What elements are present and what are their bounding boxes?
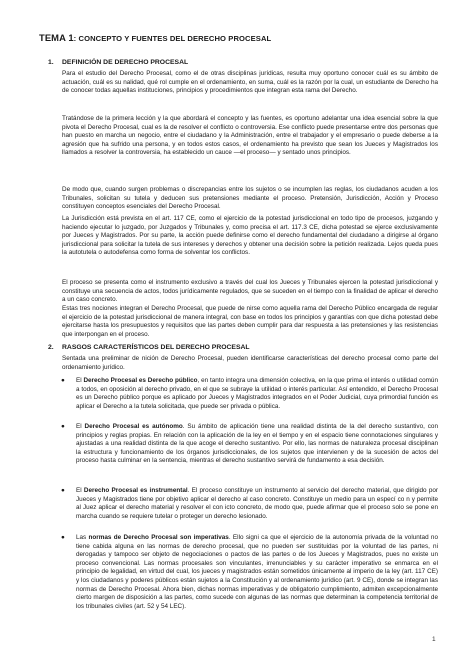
- paragraph: Estas tres nociones integran el Derecho Procesal, que puede de nirse como aquella rama del Derecho Público encargada de regular el ejercicio de la potestad jurisdiccional de manera integral, con base en todos los principios y garantías con que dicha potestad debe ejercitarse hasta los presupuestos y requisitos que las partes deben cumplir para dar respuesta a las pretensiones y las resistencias que interpongan en el proceso.: [62, 305, 438, 338]
- paragraph: Tratándose de la primera lección y la que abordará el concepto y las fuentes, es oportuno adelantar una idea esencial sobre la que pivota el Derecho Procesal, cual es la de resolver el conflicto o controversia. Ese conflicto puede presentarse entre dos personas que han puesto en marcha un negocio, entre el ciudadano y la Administración, entre el trabajador y el empresario o puede deberse a la agresión que ha sufrido una persona, y en todos estos casos, el ordenamiento ha previsto que sean los Jueces y Magistrados los llamados a resolver la controversia, ha establecido un cauce —el proceso— y sentado unos principios.: [62, 115, 438, 157]
- section-2-number: 2.: [48, 344, 54, 351]
- title-lead: TEMA 1: [39, 32, 74, 43]
- paragraph: El proceso se presenta como el instrumento exclusivo a través del cual los Jueces y Tribunales ejercen la potestad jurisdiccional y constituye una secuencia de actos, todos jurídicamente regulados, que se suceden en el tiempo con la finalidad de aplicar el derecho a un caso concreto.: [62, 279, 438, 304]
- title-rest: : CONCEPTO Y FUENTES DEL DERECHO PROCESAL: [73, 34, 272, 43]
- list-item: ● El Derecho Procesal es autónomo. Su ámbito de aplicación tiene una realidad distinta de la del derecho sustantivo, con principios y reglas propias. En relación con la aplicación de la ley en el tiempo y en el espacio tiene connotaciones singulares y ajustadas a una realidad distinta de la que acoge el derecho sustantivo. Por ello, las normas de naturaleza procesal disciplinan la estructura y funcionamiento de los órganos jurisdiccionales, de los sujetos que intervienen y de la sucesión de actos del proceso hasta culminar en la sentencia, mientras el derecho sustantivo servirá de fundamento a esa decisión.: [61, 423, 438, 465]
- bullet-icon: ●: [61, 487, 65, 494]
- page-number: 1: [432, 636, 436, 643]
- paragraph: Para el estudio del Derecho Procesal, como el de otras disciplinas jurídicas, resulta muy oportuno conocer cuál es su ámbito de actuación, cuál es su nalidad, qué rol cumple en el ordenamiento, en suma, cuál es la razón por la cual, un estudiante de Derecho ha de conocer todas aquellas instituciones, principios y procedimientos que integran esta rama del Derecho.: [62, 70, 438, 95]
- section-1-number: 1.: [48, 59, 54, 66]
- list-item: ● El Derecho Procesal es instrumental. El proceso constituye un instrumento al servicio del derecho material, que dirigido por Jueces y Magistrados tiene por objetivo aplicar el derecho al caso concreto. Constituye un medio para un especí co n y permite al Juez aplicar el derecho material y resolver el con icto concreto, de modo que, puede afirmar que el proceso solo se pone en marcha cuando se requiere tutelar o proteger un derecho lesionado.: [61, 487, 439, 520]
- bullet-icon: ●: [61, 423, 65, 430]
- bullet-bold-lead: Derecho Procesal es autónomo: [84, 423, 183, 430]
- document-title: [39, 32, 439, 43]
- list-item: ● Las normas de Derecho Procesal son imperativas. Ello signi ca que el ejercicio de la autonomía privada de la voluntad no tiene cabida alguna en las normas de derecho procesal, que no pueden ser sustituidas por la voluntad de las partes, ni derogadas y tampoco ser objeto de negociaciones o pactos de las partes o de los Jueces y Magistrados, pues no existe un proceso convencional. Las normas procesales son vinculantes, irrenunciables y su carácter imperativo se enmarca en el principio de legalidad, en virtud del cual, los jueces y magistrados están sometidos únicamente al imperio de la ley (art. 117 CE) y los ciudadanos y poderes públicos están sujetos a la Constitución y al ordenamiento jurídico (art. 9 CE), donde se integran las normas de Derecho Procesal. Ahora bien, dichas normas imperativas y de obligatorio cumplimiento, admiten excepcionalmente cierto margen de disposición a las partes, como sucede con algunas de las normas que determinan la competencia territorial de los tribunales civiles (art. 52 y 54 LEC).: [61, 534, 438, 610]
- paragraph: De modo que, cuando surgen problemas o discrepancias entre los sujetos o se incumplen las reglas, los ciudadanos acuden a los Tribunales, solicitan su tutela y deducen sus pretensiones mediante el proceso. Pretensión, Jurisdicción, Acción y Proceso constituyen conceptos esenciales del Derecho Procesal.: [62, 186, 438, 211]
- section-2-heading-text: RASGOS CARACTERÍSTICOS DEL DERECHO PROCESAL: [62, 344, 250, 351]
- bullet-icon: ●: [61, 377, 65, 384]
- bullet-bold-lead: Derecho Procesal es Derecho público: [83, 377, 198, 384]
- section-1-heading-text: DEFINICIÓN DE DERECHO PROCESAL: [62, 59, 189, 66]
- section-2-heading: [48, 344, 250, 351]
- bullet-bold-lead: Derecho Procesal es instrumental: [83, 487, 188, 494]
- paragraph: Sentada una preliminar de nición de Derecho Procesal, pueden identificarse características del derecho procesal como parte del ordenamiento jurídico.: [62, 355, 438, 371]
- bullet-bold-lead: normas de Derecho Procesal son imperativas: [88, 534, 229, 541]
- bullet-icon: ●: [61, 534, 65, 541]
- list-item: ● El Derecho Procesal es Derecho público, en tanto integra una dimensión colectiva, en la que prima el interés o utilidad común a todos, en oposición al derecho privado, en el que se subraye la utilidad o interés particular. Así entendido, el Derecho Procesal es un Derecho público porque es aplicado por Jueces y Magistrados integrados en el Poder Judicial, cuya primordial función es aplicar el Derecho a la tutela solicitada, que puede ser privada o pública.: [61, 377, 438, 410]
- paragraph: La Jurisdicción está prevista en el art. 117 CE, como el ejercicio de la potestad jurisdiccional en todo tipo de procesos, juzgando y haciendo ejecutar lo juzgado, por Juzgados y Tribunales y, como precisa el art. 117.3 CE, dicha potestad se ejerce exclusivamente por Jueces y Magistrados. Por su parte, la acción puede definirse como el derecho fundamental del ciudadano a dirigirse al órgano jurisdiccional para solicitar la tutela de sus intereses y derechos y obtener una decisión sobre la petición realizada. Lejos queda pues la autotutela o autodefensa como forma de solventar los conflictos.: [62, 215, 438, 257]
- section-1-heading: [48, 59, 189, 66]
